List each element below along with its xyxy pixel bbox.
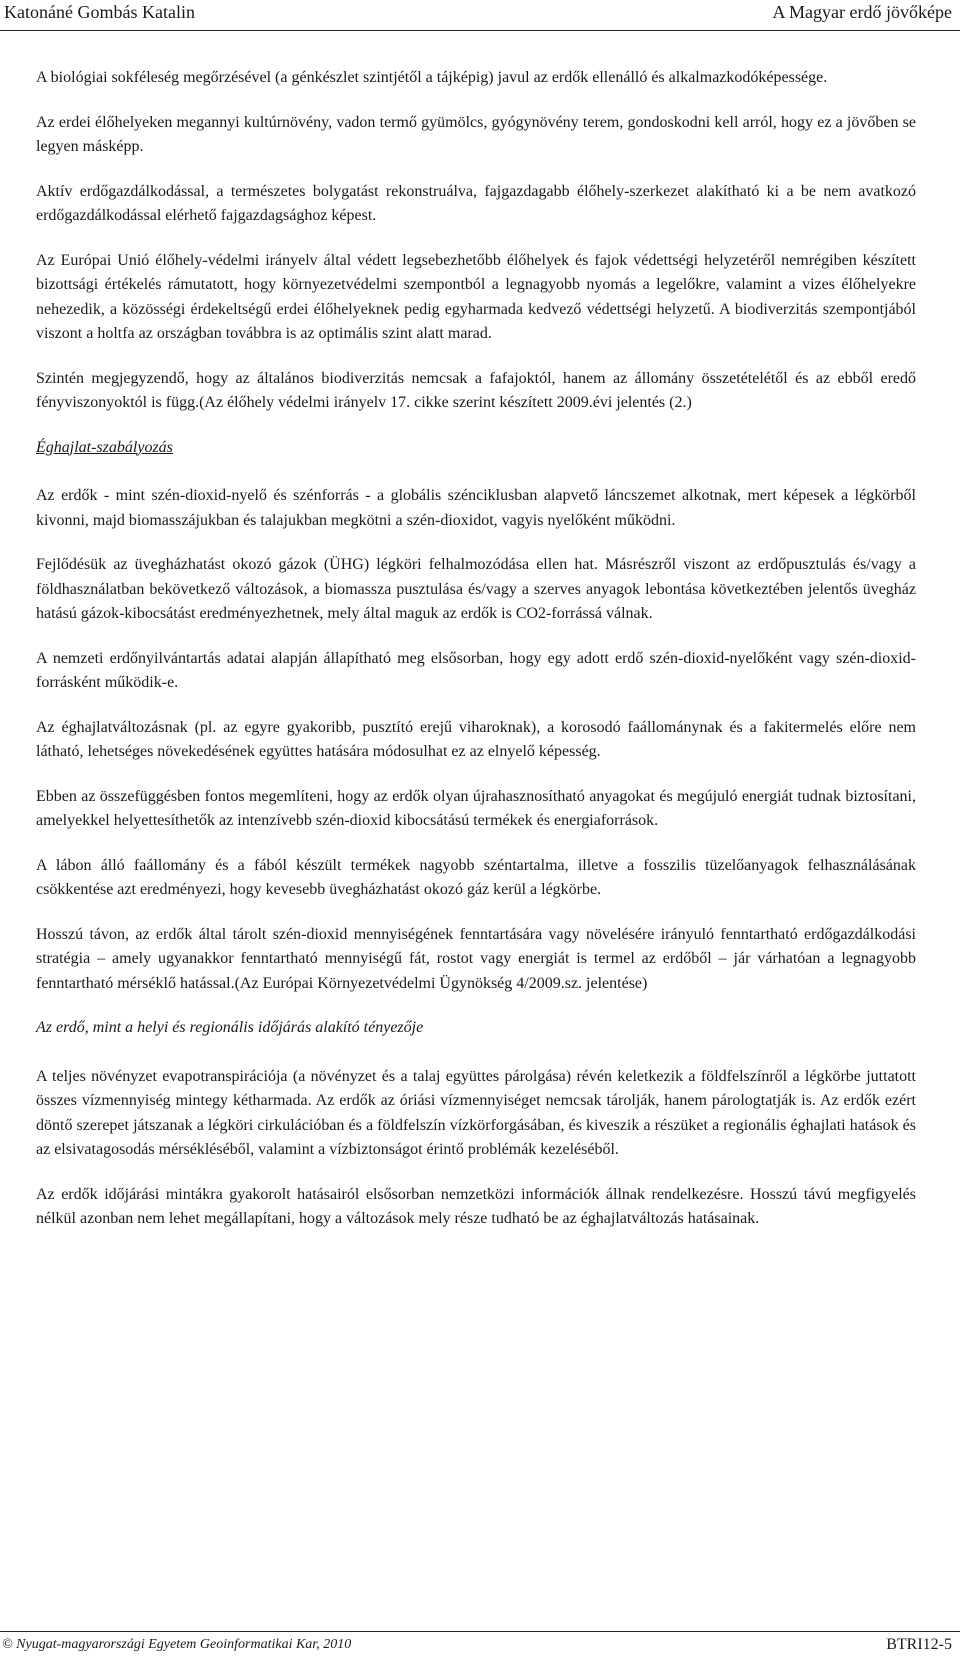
page-number: BTRI12-5 — [886, 1636, 952, 1653]
header-author: Katonáné Gombás Katalin — [4, 2, 195, 22]
section-heading-climate: Éghajlat-szabályozás — [36, 438, 173, 456]
paragraph: Aktív erdőgazdálkodással, a természetes bolygatást rekonstruálva, fajgazdagabb élőhely-szerkezet alakítható ki a be nem avatkozó erdőgazdálkodással elérhető fajgazdagsághoz képest. — [36, 182, 916, 224]
paragraph: Az erdei élőhelyeken megannyi kultúrnövény, vadon termő gyümölcs, gyógynövény terem, gondoskodni kell arról, hogy ez a jövőben se legyen másképp. — [36, 113, 916, 155]
paragraph: Hosszú távon, az erdők által tárolt szén-dioxid mennyiségének fenntartására vagy növelésére irányuló fenntartható erdőgazdálkodási stratégia – amely ugyanakkor fenntartható mennyiségű fát, rostot vagy energiát is termel az erdőből – jár várhatóan a legnagyobb fenntartható mérséklő hatással.(Az Európai Környezetvédelmi Ügynökség 4/2009.sz. jelentése) — [36, 925, 916, 992]
page-header — [0, 0, 960, 31]
paragraph: Az erdők - mint szén-dioxid-nyelő és szénforrás - a globális szénciklusban alapvető láncszemet alkotnak, mert képesek a légkörből kivonni, majd biomasszájukban és talajukban megkötni a szén-dioxidot, vagyis nyelőként működni. — [36, 487, 916, 529]
paragraph: A lábon álló faállomány és a fából készült termékek nagyobb széntartalma, illetve a fosszilis tüzelőanyagok felhasználásának csökkentése azt eredményezi, hogy kevesebb üvegházhatást okozó gáz kerül a légkörbe. — [36, 856, 916, 898]
header-title: A Magyar erdő jövőképe — [772, 2, 952, 22]
paragraph: A biológiai sokféleség megőrzésével (a génkészlet szintjétől a tájképig) javul az erdők ellenálló és alkalmazkodóképessége. — [36, 69, 828, 86]
paragraph: Fejlődésük az üvegházhatást okozó gázok (ÜHG) légköri felhalmozódása ellen hat. Másrészről viszont az erdőpusztulás és/vagy a földhasználatban bekövetkező változások, a biomassza pusztulása és/vagy a szerves anyagok lebontása következtében jelentős üvegház hatású gázok-kibocsátást eredményezhetnek, mely által maguk az erdők is CO2-forrássá válnak. — [36, 556, 916, 622]
paragraph: Az éghajlatváltozásnak (pl. az egyre gyakoribb, pusztító erejű viharoknak), a korosodó faállománynak és a fakitermelés előre nem látható, lehetséges növekedésének együttes hatására módosulhat ez az elnyelő képesség. — [36, 718, 916, 760]
section-heading-weather: Az erdő, mint a helyi és regionális időjárás alakító tényezője — [36, 1019, 424, 1036]
paragraph: Ebben az összefüggésben fontos megemlíteni, hogy az erdők olyan újrahasznosítható anyagokat és megújuló energiát tudnak biztosítani, amelyekkel helyettesíthetők az intenzívebb szén-dioxid kibocsátású termékek és energiaforrások. — [36, 787, 916, 829]
page-footer — [0, 1631, 960, 1661]
footer-copyright: © Nyugat-magyarországi Egyetem Geoinformatikai Kar, 2010 — [2, 1637, 352, 1652]
paragraph: A teljes növényzet evapotranspirációja (a növényzet és a talaj együttes párolgása) révén keletkezik a földfelszínről a légkörbe juttatott összes vízmennyiség mintegy kétharmada. Az erdők az óriási vízmennyiséget nemcsak tárolják, hanem párologtatják is. Az erdők ezért döntő szerepet játszanak a légköri cirkulációban és a földfelszín vízkörforgásában, és kiveszik a részüket a regionális éghajlati hatások és az elsivatagosodás mérsékléséből, valamint a vízbiztonságot érintő problémák kezeléséből. — [36, 1067, 916, 1158]
page-body — [36, 66, 916, 1252]
paragraph: A nemzeti erdőnyilvántartás adatai alapján állapítható meg elsősorban, hogy egy adott erdő szén-dioxid-nyelőként vagy szén-dioxid-forrásként működik-e. — [36, 649, 916, 691]
paragraph: Az Európai Unió élőhely-védelmi irányelv által védett legsebezhetőbb élőhelyek és fajok védettségi helyzetéről nemrégiben készített bizottsági értékelés rámutatott, hogy környezetvédelmi szempontból a legnagyobb nyomás a legelőkre, valamint a vizes élőhelyekre nehezedik, a közösségi érdekeltségű erdei élőhelyeknek pedig egyharmada kedvező védettségi helyzetű. A biodiverzitás szempontjából viszont a holtfa az országban továbbra is az optimális szint alatt marad. — [36, 251, 916, 342]
paragraph: Az erdők időjárási mintákra gyakorolt hatásairól elsősorban nemzetközi információk állnak rendelkezésre. Hosszú távú megfigyelés nélkül azonban nem lehet megállapítani, hogy a változások mely része tudható be az éghajlatváltozás hatásainak. — [36, 1185, 916, 1227]
paragraph: Szintén megjegyzendő, hogy az általános biodiverzitás nemcsak a fafajoktól, hanem az állomány összetételétől és az ebből eredő fényviszonyoktól is függ.(Az élőhely védelmi irányelv 17. cikke szerint készített 2009.évi jelentés (2.) — [36, 369, 916, 411]
